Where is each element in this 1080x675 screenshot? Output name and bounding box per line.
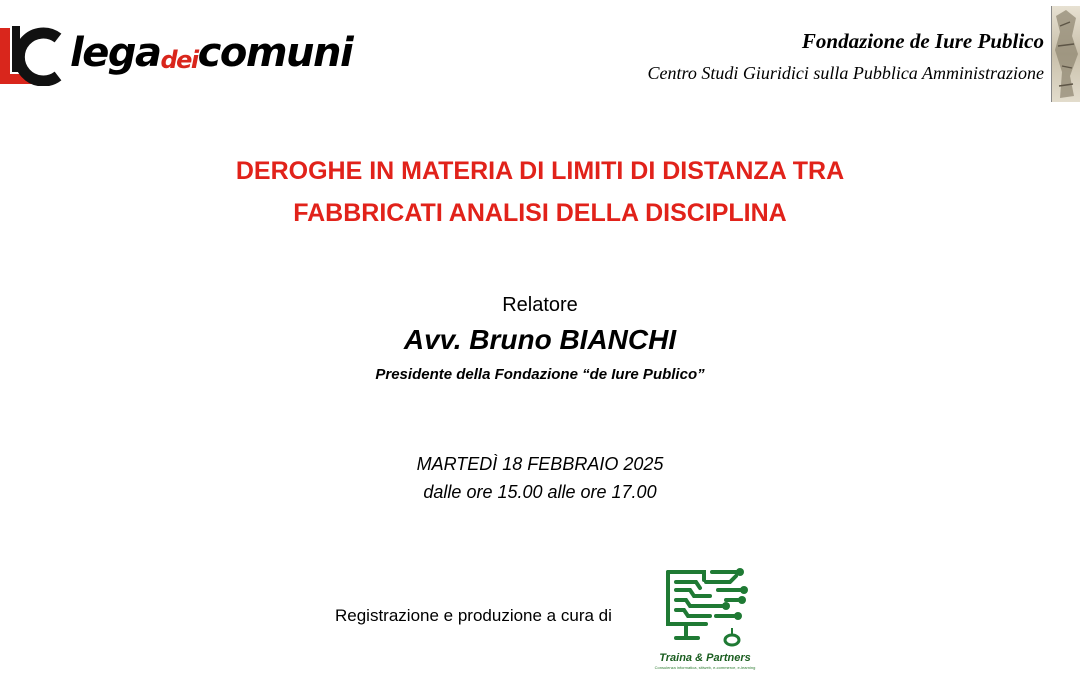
foundation-name: Fondazione de Iure Publico — [801, 29, 1044, 53]
computer-circuit-icon — [640, 562, 770, 652]
foundation-subtitle: Centro Studi Giuridici sulla Pubblica Amministrazione — [647, 63, 1044, 83]
partner-tagline: Consulenza informatica, sitiweb, e-commerce, e-learning — [654, 665, 756, 670]
foundation-emblem-image — [1051, 6, 1080, 102]
logo-wordmark: legadeicomuni — [70, 30, 353, 76]
title-line-1: DEROGHE IN MATERIA DI LIMITI DI DISTANZA TRA — [235, 157, 845, 185]
lega-dei-comuni-logo — [0, 22, 360, 92]
registration-credit: Registrazione e produzione a cura di — [335, 606, 612, 625]
speaker-label: Relatore — [502, 294, 578, 316]
event-title — [0, 150, 1080, 234]
partner-name: Traina & Partners — [659, 652, 751, 664]
speaker-role: Presidente della Fondazione “de Iure Publico” — [375, 366, 705, 383]
foundation-header — [647, 26, 1044, 90]
title-line-2: FABBRICATI ANALISI DELLA DISCIPLINA — [293, 199, 787, 227]
event-time: dalle ore 15.00 alle ore 17.00 — [423, 482, 657, 502]
lc-logo-icon — [0, 24, 64, 86]
event-date: MARTEDÌ 18 FEBBRAIO 2025 — [416, 454, 664, 474]
traina-partners-logo — [640, 562, 770, 672]
speaker-name: Avv. Bruno BIANCHI — [403, 324, 677, 355]
event-schedule — [0, 450, 1080, 506]
